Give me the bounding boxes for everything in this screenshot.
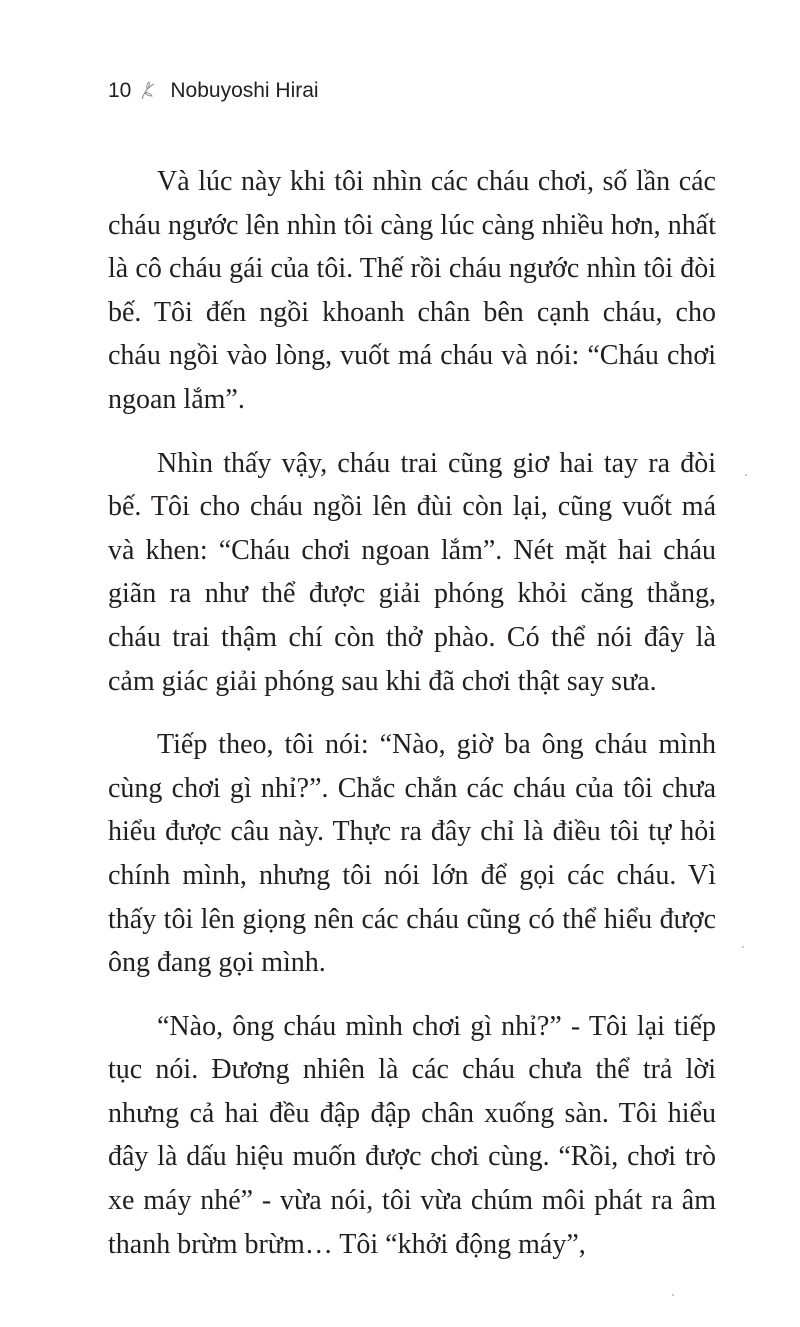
paragraph: Tiếp theo, tôi nói: “Nào, giờ ba ông cháu mình cùng chơi gì nhỉ?”. Chắc chắn các cháu của tôi chưa hiểu được câu này. Thực ra đây chỉ là điều tôi tự hỏi chính mình, nhưng tôi nói lớn để gọi các cháu. Vì thấy tôi lên giọng nên các cháu cũng có thể hiểu được ông đang gọi mình.	[108, 729, 716, 979]
paragraph: “Nào, ông cháu mình chơi gì nhỉ?” - Tôi lại tiếp tục nói. Đương nhiên là các cháu chưa thể trả lời nhưng cả hai đều đập đập chân xuống sàn. Tôi hiểu đây là dấu hiệu muốn được chơi cùng. “Rồi, chơi trò xe máy nhé” - vừa nói, tôi vừa chúm môi phát ra âm thanh brừm brừm… Tôi “khởi động máy”,	[108, 1010, 716, 1260]
print-speck	[672, 1294, 674, 1296]
running-header	[108, 76, 319, 106]
paragraph: Nhìn thấy vậy, cháu trai cũng giơ hai tay ra đòi bế. Tôi cho cháu ngồi lên đùi còn lại, cũng vuốt má và khen: “Cháu chơi ngoan lắm”. Nét mặt hai cháu giãn ra như thể được giải phóng khỏi căng thẳng, cháu trai thậm chí còn thở phào. Có thể nói đây là cảm giác giải phóng sau khi đã chơi thật say sưa.	[108, 447, 716, 697]
print-speck	[745, 474, 747, 476]
page-number: 10	[108, 79, 132, 102]
print-speck	[742, 946, 744, 948]
paragraph: Và lúc này khi tôi nhìn các cháu chơi, số lần các cháu ngước lên nhìn tôi càng lúc càng nhiều hơn, nhất là cô cháu gái của tôi. Thế rồi cháu ngước nhìn tôi đòi bế. Tôi đến ngồi khoanh chân bên cạnh cháu, cho cháu ngồi vào lòng, vuốt má cháu và nói: “Cháu chơi ngoan lắm”.	[108, 166, 716, 415]
leaf-icon	[140, 81, 156, 101]
body-text	[108, 160, 716, 1286]
running-header-author: Nobuyoshi Hirai	[170, 79, 319, 102]
